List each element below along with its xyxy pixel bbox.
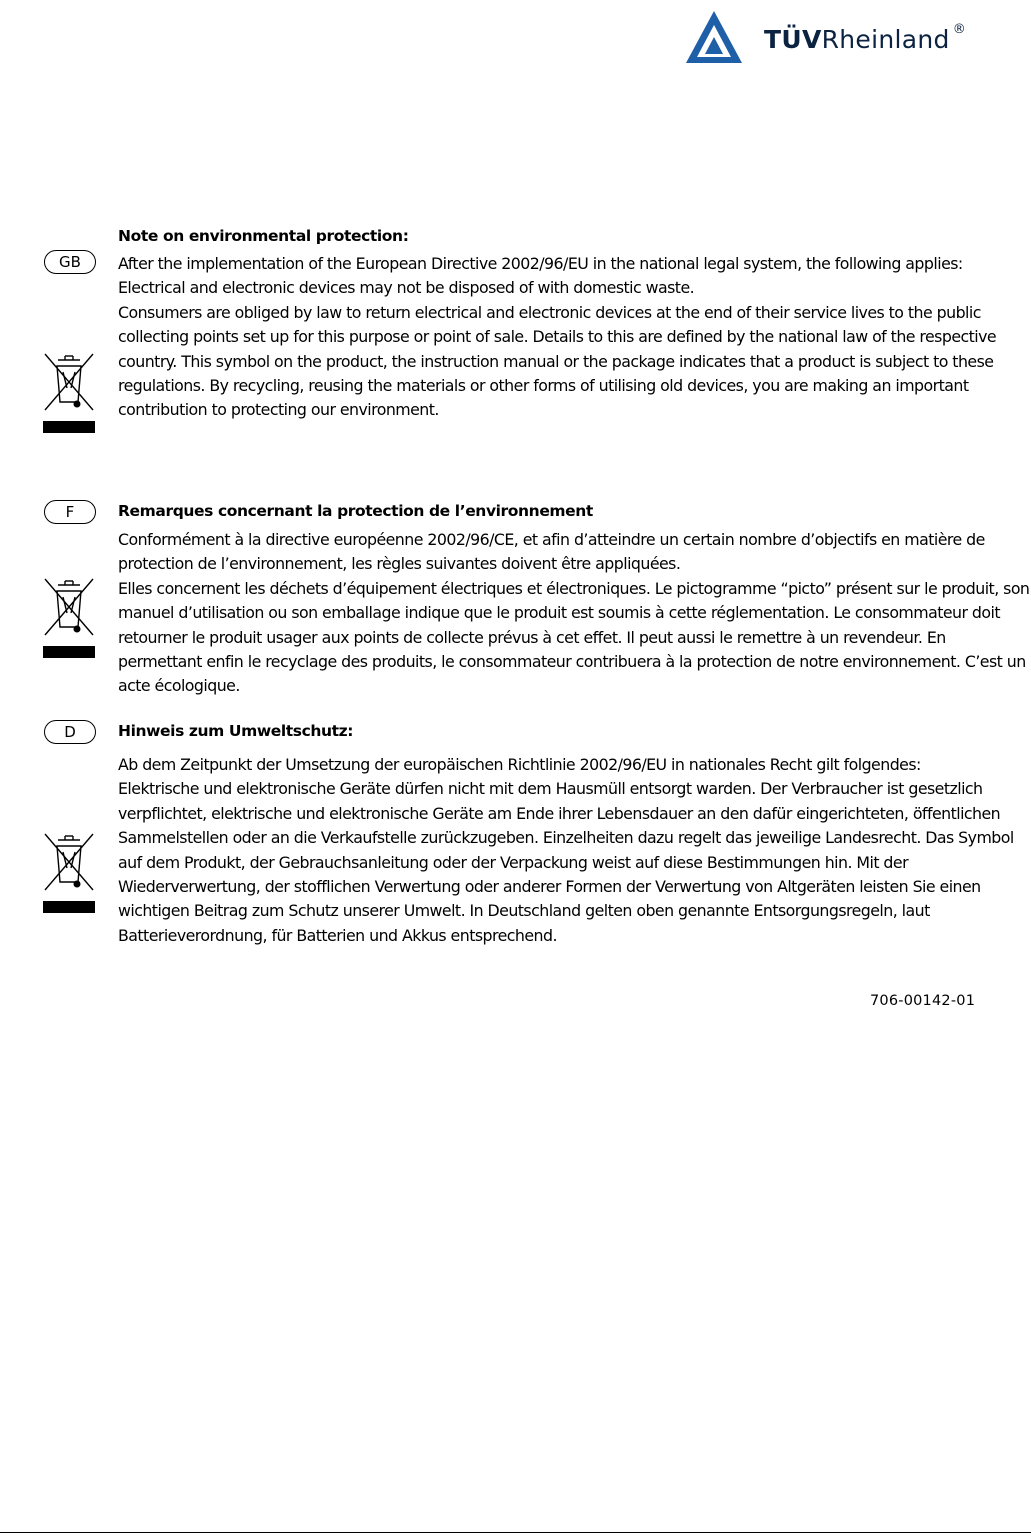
paragraph: Conformément à la directive européenne 2002/96/CE, et afin d’atteindre un certain nombre d’objectifs en matière de protection de l’environnement, les règles suivantes doivent être appliquées. xyxy=(118,530,985,574)
section-body-gb xyxy=(118,252,1030,423)
tuv-triangle-icon xyxy=(682,9,752,65)
language-badge-d: D xyxy=(44,720,96,744)
weee-crossed-bin-icon xyxy=(43,352,95,438)
paragraph: Elektrische und elektronische Geräte dürfen nicht mit dem Hausmüll entsorgt warden. Der Verbraucher ist gesetzlich verpflichtet, elektrische und elektronische Geräte am Ende ihrer Lebensdauer an den dafür eingerichteten, öffentlichen Sammelstellen oder an die Verkaufstelle zurückzugeben. Einzelheiten dazu regelt das jeweilige Landesrecht. Das Symbol auf dem Produkt, der Gebrauchsanleitung oder der Verpackung weist auf diese Bestimmungen hin. Mit der Wiederverwertung, der stofflichen Verwertung oder anderer Formen der Verwertung von Altgeräten leisten Sie einen wichtigen Beitrag zum Schutz unserer Umwelt. In Deutschland gelten oben genannte Entsorgungsregeln, laut Batterieverordnung, für Batterien und Akkus entsprechend. xyxy=(118,779,1014,945)
paragraph: Elles concernent les déchets d’équipement électriques et électroniques. Le pictogramme “picto” présent sur le produit, son manuel d’utilisation ou son emballage indique que le produit est soumis à cette réglementation. Le consommateur doit retourner le produit usager aux points de collecte prévus à cet effet. Il peut aussi le remettre à un revendeur. En permettant enfin le recyclage des produits, le consommateur contribuera à la protection de notre environnement. C’est un acte écologique. xyxy=(118,578,1030,696)
footer-divider xyxy=(0,1532,1031,1533)
weee-crossed-bin-icon xyxy=(43,577,95,663)
section-heading-gb: Note on environmental protection: xyxy=(118,227,409,245)
paragraph: Ab dem Zeitpunkt der Umsetzung der europäischen Richtlinie 2002/96/EU in nationales Recht gilt folgendes: xyxy=(118,755,921,774)
weee-crossed-bin-icon xyxy=(43,832,95,918)
paragraph: Electrical and electronic devices may not be disposed of with domestic waste. xyxy=(118,278,695,298)
section-body-d xyxy=(118,753,1030,948)
language-badge-f: F xyxy=(44,500,96,524)
section-heading-d: Hinweis zum Umweltschutz: xyxy=(118,722,354,740)
section-body-f xyxy=(118,528,1030,699)
paragraph: After the implementation of the European Directive 2002/96/EU in the national legal system, the following applies: xyxy=(118,254,963,273)
section-heading-f: Remarques concernant la protection de l’environnement xyxy=(118,502,593,520)
document-number: 706-00142-01 xyxy=(870,993,976,1009)
brand-name: TÜVRheinland ® xyxy=(764,22,966,54)
language-badge-gb: GB xyxy=(44,250,96,274)
paragraph: Consumers are obliged by law to return electrical and electronic devices at the end of their service lives to the public collecting points set up for this purpose or point of sale. Details to this are defined by the national law of the respective country. This symbol on the product, the instruction manual or the package indicates that a product is subject to these regulations. By recycling, reusing the materials or other forms of utilising old devices, you are making an important contribution to protecting our environment. xyxy=(118,302,997,420)
